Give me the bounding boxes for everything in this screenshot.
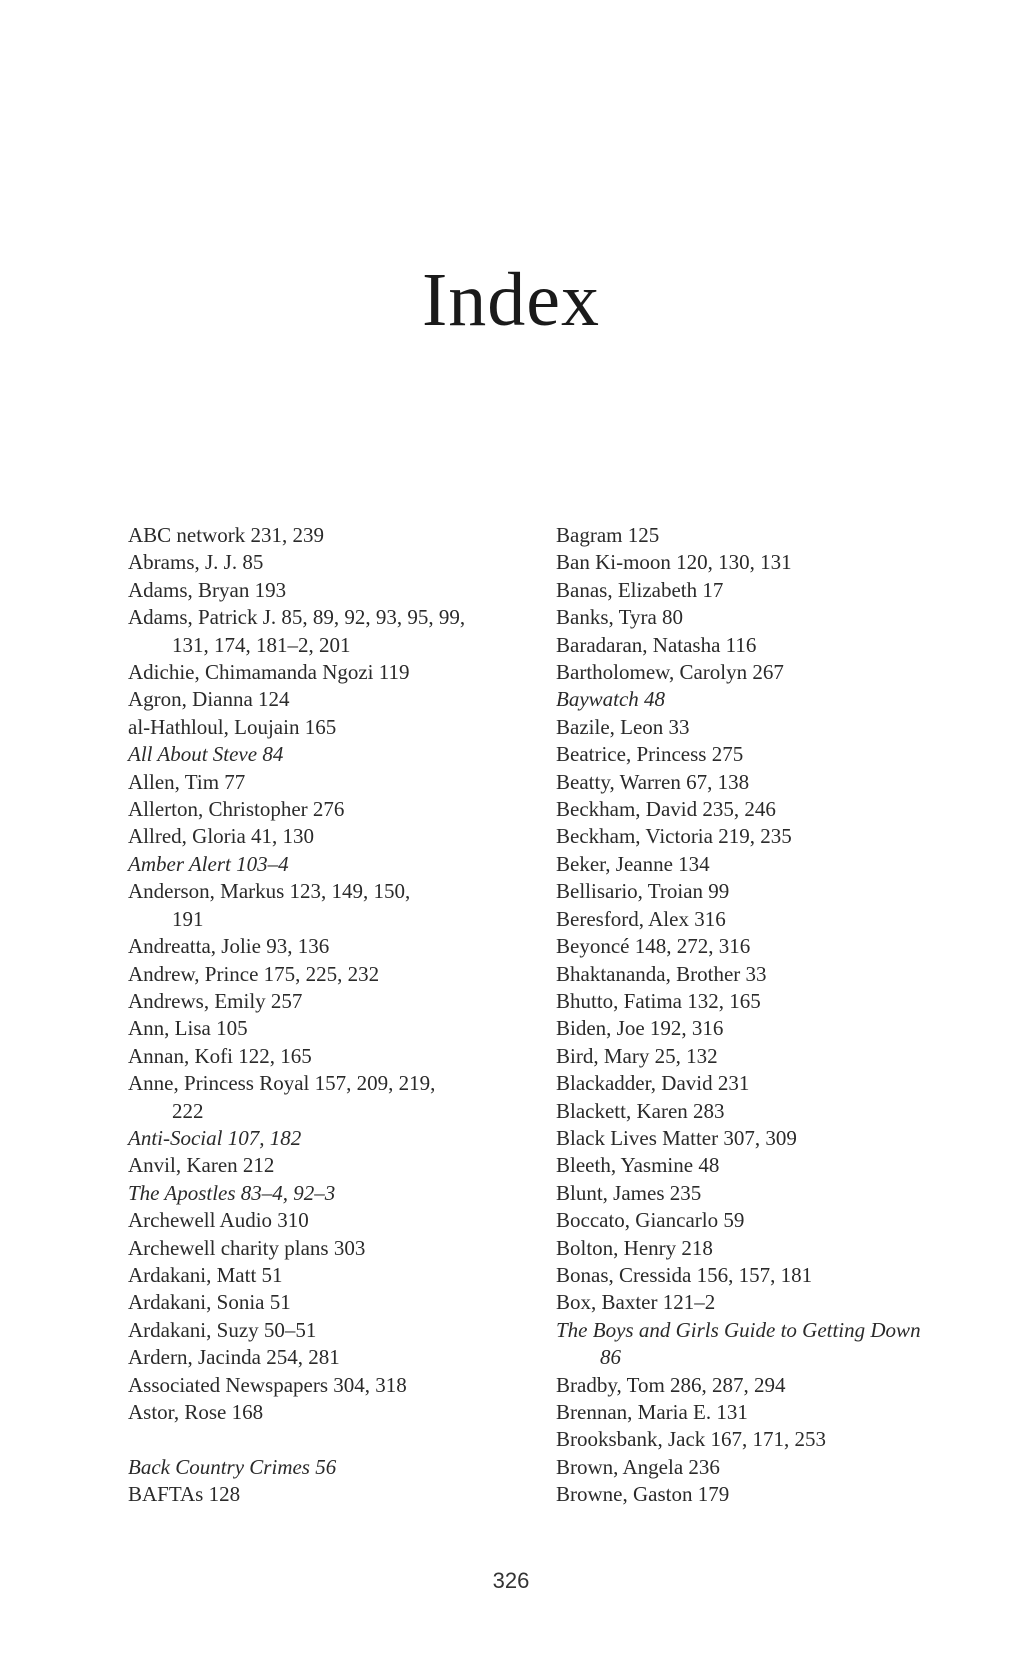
index-entry-text: Beatrice, Princess 275 [556, 742, 744, 767]
index-entry [128, 604, 528, 659]
index-entry [128, 1043, 528, 1070]
index-entry [128, 1015, 528, 1042]
index-entry [556, 1372, 956, 1399]
index-entry-text: BAFTAs 128 [128, 1482, 241, 1507]
index-entry [128, 823, 528, 850]
index-entry [128, 1180, 528, 1207]
index-entry [128, 1399, 528, 1426]
index-entry-text: Bradby, Tom 286, 287, 294 [556, 1372, 786, 1397]
index-entry-text: Ardakani, Sonia 51 [128, 1290, 291, 1315]
index-entry [128, 1235, 528, 1262]
index-entry-text: The Boys and Girls Guide to Getting Down [556, 1317, 921, 1342]
index-entry-text: Bartholomew, Carolyn 267 [556, 660, 784, 685]
index-entry [556, 659, 956, 686]
index-entry [128, 1372, 528, 1399]
index-entry [556, 1152, 956, 1179]
index-entry-text: Archewell charity plans 303 [128, 1235, 366, 1260]
index-entry [128, 1070, 528, 1125]
index-entry [128, 851, 528, 878]
index-entry [556, 604, 956, 631]
index-entry [556, 632, 956, 659]
index-column-right [556, 522, 956, 1509]
index-entry-text: ABC network 231, 239 [128, 523, 324, 547]
index-entry [128, 1289, 528, 1316]
index-entry [556, 1235, 956, 1262]
index-entry-text: Adams, Bryan 193 [128, 577, 287, 602]
index-entry-text: Bonas, Cressida 156, 157, 181 [556, 1262, 813, 1287]
index-entry-text: Amber Alert 103–4 [128, 851, 289, 876]
index-entry [556, 549, 956, 576]
index-entry [128, 659, 528, 686]
index-entry-text: Anvil, Karen 212 [128, 1153, 275, 1178]
index-entry [128, 1262, 528, 1289]
index-entry-continuation: 131, 174, 181–2, 201 [172, 632, 351, 657]
index-entry-text: al-Hathloul, Loujain 165 [128, 714, 337, 739]
index-entry-text: Adichie, Chimamanda Ngozi 119 [128, 660, 410, 685]
index-entry [128, 961, 528, 988]
index-entry-text: Andrews, Emily 257 [128, 988, 303, 1013]
index-entry-text: Bhaktananda, Brother 33 [556, 961, 767, 986]
index-entry [556, 796, 956, 823]
index-entry [556, 522, 956, 549]
index-entry-text: Bleeth, Yasmine 48 [556, 1153, 720, 1178]
index-entry [128, 714, 528, 741]
index-entry [556, 988, 956, 1015]
index-entry [128, 1207, 528, 1234]
index-entry-text: Astor, Rose 168 [128, 1400, 264, 1424]
letter-section-gap [128, 1426, 528, 1453]
index-entry-text: Annan, Kofi 122, 165 [128, 1043, 312, 1068]
index-entry-text: Ardakani, Matt 51 [128, 1262, 283, 1287]
page-title: Index [421, 258, 601, 342]
index-entry-text: Bird, Mary 25, 132 [556, 1043, 718, 1068]
index-entry-text: Ann, Lisa 105 [128, 1016, 248, 1041]
index-entry-text: Black Lives Matter 307, 309 [556, 1125, 797, 1150]
index-entry-text: Biden, Joe 192, 316 [556, 1016, 724, 1041]
index-entry [556, 1207, 956, 1234]
index-entry [556, 1098, 956, 1125]
index-entry-text: Brooksbank, Jack 167, 171, 253 [556, 1427, 827, 1452]
index-entry-text: Allred, Gloria 41, 130 [128, 824, 315, 849]
index-entry-text: Andreatta, Jolie 93, 136 [128, 934, 330, 959]
index-entry-text: Anne, Princess Royal 157, 209, 219, [128, 1071, 436, 1096]
index-entry-text: Anderson, Markus 123, 149, 150, [128, 879, 411, 904]
index-entry [556, 1070, 956, 1097]
index-entry-text: Adams, Patrick J. 85, 89, 92, 93, 95, 99, [128, 605, 466, 630]
index-entry [556, 1015, 956, 1042]
index-entry-text: Ardakani, Suzy 50–51 [128, 1317, 317, 1342]
index-entry [556, 1262, 956, 1289]
index-entry-text: Allen, Tim 77 [128, 769, 246, 794]
index-entry [128, 1344, 528, 1371]
index-entry-text: Beresford, Alex 316 [556, 906, 726, 931]
index-entry [556, 878, 956, 905]
index-entry [556, 1399, 956, 1426]
index-entry [556, 1426, 956, 1453]
index-entry-text: Bellisario, Troian 99 [556, 879, 730, 904]
index-entry-continuation: 222 [172, 1098, 204, 1123]
index-entry-text: Banks, Tyra 80 [556, 605, 684, 630]
page-number: 326 [492, 1568, 530, 1593]
index-entry-text: Agron, Dianna 124 [128, 687, 290, 712]
index-entry-text: Anti-Social 107, 182 [128, 1125, 302, 1150]
index-entry [556, 714, 956, 741]
index-entry-continuation: 86 [600, 1345, 621, 1370]
index-entry-text: Brown, Angela 236 [556, 1454, 720, 1479]
index-entry [556, 686, 956, 713]
index-entry [128, 769, 528, 796]
index-column-left [128, 522, 528, 1509]
index-entry-continuation: 191 [172, 906, 204, 931]
index-entry-text: All About Steve 84 [128, 742, 284, 767]
index-entry-text: Bazile, Leon 33 [556, 714, 690, 739]
index-entry-text: Boccato, Giancarlo 59 [556, 1208, 745, 1233]
index-entry-text: Baradaran, Natasha 116 [556, 632, 757, 657]
index-entry-text: Beyoncé 148, 272, 316 [556, 934, 751, 959]
index-entry-text: Ardern, Jacinda 254, 281 [128, 1345, 340, 1370]
index-entry-text: Beckham, Victoria 219, 235 [556, 824, 792, 849]
index-entry [128, 1317, 528, 1344]
index-entry-text: Back Country Crimes 56 [128, 1454, 337, 1479]
index-entry-text: Blunt, James 235 [556, 1180, 702, 1205]
index-entry-text: Baywatch 48 [556, 687, 666, 712]
index-entry [556, 741, 956, 768]
index-entry [128, 686, 528, 713]
index-entry [128, 796, 528, 823]
index-entry-text: The Apostles 83–4, 92–3 [128, 1180, 336, 1205]
index-entry [128, 988, 528, 1015]
index-entry-text: Allerton, Christopher 276 [128, 797, 345, 822]
index-entry [128, 522, 528, 549]
index-entry [128, 1481, 528, 1508]
index-entry [556, 1454, 956, 1481]
index-entry [556, 1180, 956, 1207]
index-entry-text: Bolton, Henry 218 [556, 1235, 713, 1260]
index-entry-text: Abrams, J. J. 85 [128, 550, 264, 575]
index-entry-text: Beatty, Warren 67, 138 [556, 769, 750, 794]
index-entry [556, 1481, 956, 1508]
index-entry-text: Browne, Gaston 179 [556, 1482, 730, 1507]
index-entry [556, 933, 956, 960]
index-entry-text: Archewell Audio 310 [128, 1208, 309, 1233]
index-entry [556, 1043, 956, 1070]
index-entry-text: Associated Newspapers 304, 318 [128, 1372, 407, 1397]
index-entry [556, 1289, 956, 1316]
index-entry-text: Beker, Jeanne 134 [556, 851, 710, 876]
index-entry [128, 1125, 528, 1152]
index-entry-text: Andrew, Prince 175, 225, 232 [128, 961, 380, 986]
index-entry [128, 1454, 528, 1481]
index-entry-text: Banas, Elizabeth 17 [556, 577, 724, 602]
index-entry [128, 741, 528, 768]
index-entry-text: Bagram 125 [556, 523, 660, 547]
index-entry [556, 823, 956, 850]
index-entry [128, 1152, 528, 1179]
index-entry [556, 577, 956, 604]
index-entry [556, 961, 956, 988]
index-entry [128, 549, 528, 576]
index-entry [556, 769, 956, 796]
index-entry [128, 878, 528, 933]
index-entry-text: Blackadder, David 231 [556, 1071, 750, 1096]
index-entry [556, 851, 956, 878]
index-entry-text: Bhutto, Fatima 132, 165 [556, 988, 761, 1013]
index-entry-text: Brennan, Maria E. 131 [556, 1400, 748, 1424]
index-entry [556, 1125, 956, 1152]
index-entry [128, 933, 528, 960]
index-entry [556, 1317, 956, 1372]
index-entry-text: Ban Ki-moon 120, 130, 131 [556, 550, 792, 575]
index-entry-text: Beckham, David 235, 246 [556, 797, 776, 822]
index-entry-text: Blackett, Karen 283 [556, 1098, 725, 1123]
index-entry [128, 577, 528, 604]
index-entry-text: Box, Baxter 121–2 [556, 1290, 716, 1315]
index-entry [556, 906, 956, 933]
